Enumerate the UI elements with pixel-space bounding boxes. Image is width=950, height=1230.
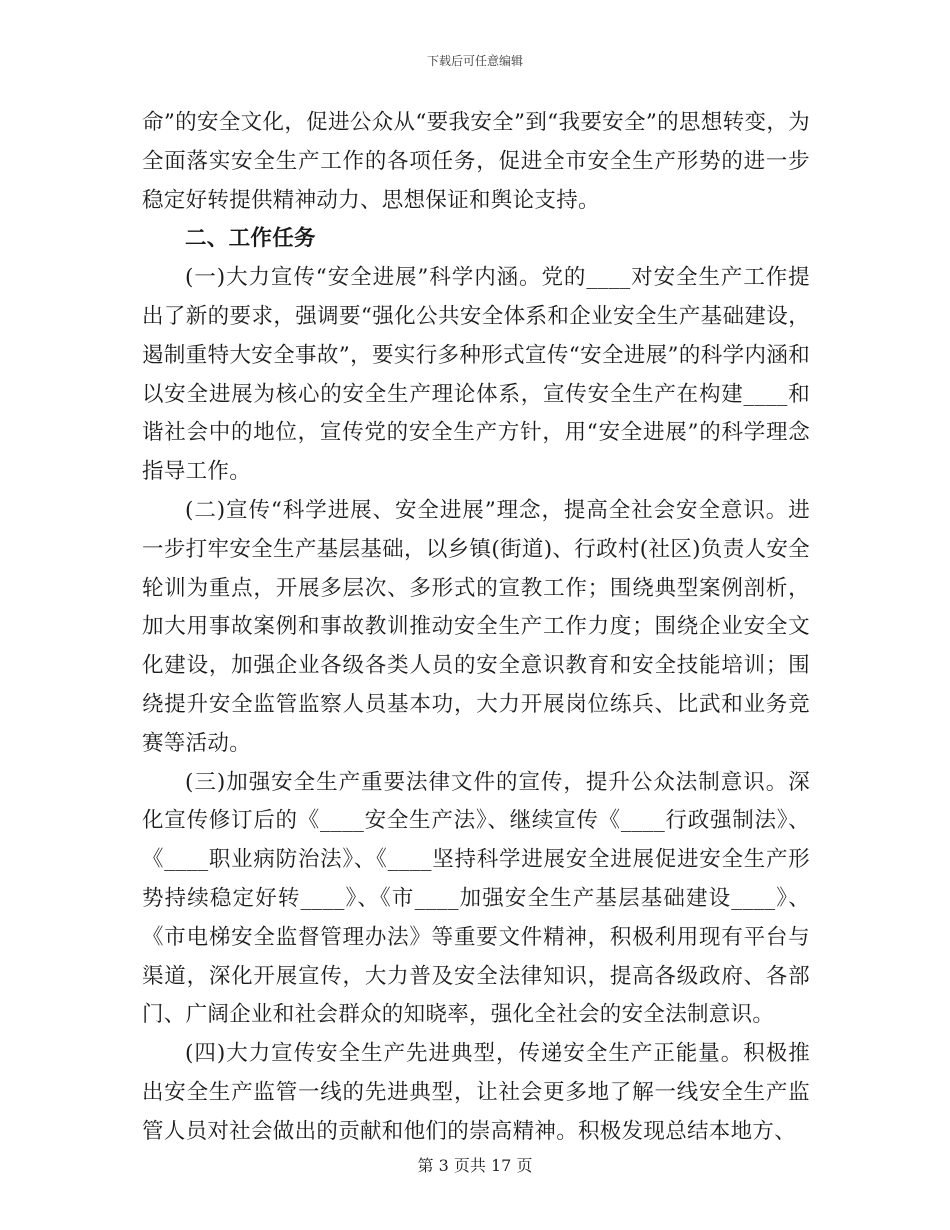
section-heading: 二、工作任务	[185, 226, 316, 252]
task-item-3: (三)加强安全生产重要法律文件的宣传，提升公众法制意识。深化宣传修订后的《____安全生产法》、继续宣传《____行政强制法》、《____职业病防治法》、《____坚持科学进展安全进展促进安全生产形势持续稳定好转____》、《市____加强安全生产基层基础建设____》、《市电梯安全监督管理办法》等重要文件精神，积极利用现有平台与渠道，深化开展宣传，大力普及安全法律知识，提高各级政府、各部门、广阔企业和社会群众的知晓率，强化全社会的安全法制意识。	[142, 769, 810, 1028]
page-header-note: 下载后可任意编辑	[426, 54, 523, 68]
intro-paragraph: 命”的安全文化，促进公众从“要我安全”到“我要安全”的思想转变，为全面落实安全生产工作的各项任务，促进全市安全生产形势的进一步稳定好转提供精神动力、思想保证和舆论支持。	[142, 110, 810, 213]
task-item-1: (一)大力宣传“安全进展”科学内涵。党的____对安全生产工作提出了新的要求，强调要“强化公共安全体系和企业安全生产基础建设，遏制重特大安全事故”，要实行多种形式宣传“安全进展”的科学内涵和以安全进展为核心的安全生产理论体系，宣传安全生产在构建____和谐社会中的地位，宣传党的安全生产方针，用“安全进展”的科学理念指导工作。	[142, 265, 810, 485]
document-body	[142, 104, 810, 1152]
task-item-2: (二)宣传“科学进展、安全进展”理念，提高全社会安全意识。进一步打牢安全生产基层基础，以乡镇(街道)、行政村(社区)负责人安全轮训为重点，开展多层次、多形式的宣教工作；围绕典型案例剖析，加大用事故案例和事故教训推动安全生产工作力度；围绕企业安全文化建设，加强企业各级各类人员的安全意识教育和安全技能培训；围绕提升安全监管监察人员基本功，大力开展岗位练兵、比武和业务竞赛等活动。	[142, 497, 810, 756]
task-item-4: (四)大力宣传安全生产先进典型，传递安全生产正能量。积极推出安全生产监管一线的先进典型，让社会更多地了解一线安全生产监管人员对社会做出的贡献和他们的崇高精神。积极发现总结本地方、	[142, 1041, 810, 1144]
page-number: 第 3 页共 17 页	[417, 1156, 533, 1175]
